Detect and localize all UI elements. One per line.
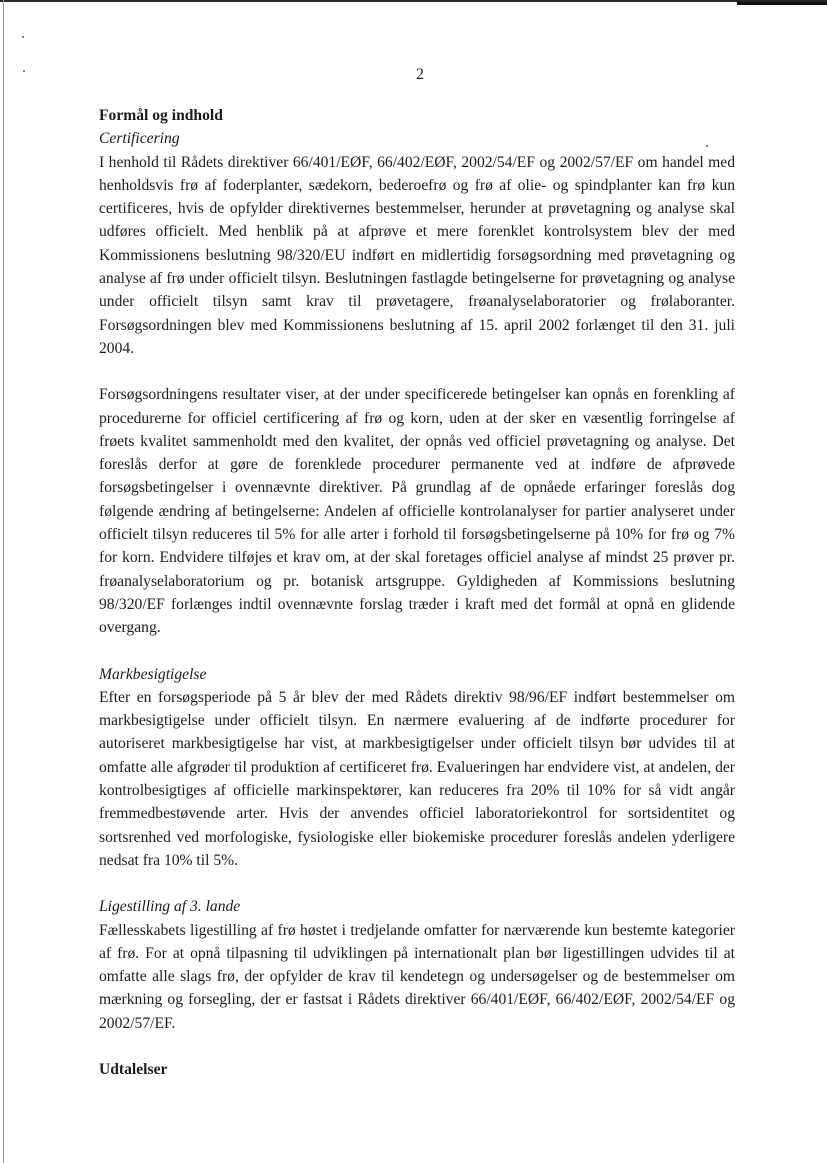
subsection-title-ligestilling: Ligestilling af 3. lande: [99, 898, 241, 916]
closing-heading: Udtalelser: [99, 1060, 168, 1078]
scan-edge-top: [0, 0, 827, 2]
subsection-title-certificering: Certificering: [99, 130, 180, 148]
document-body: [99, 104, 735, 1081]
scan-edge-corner: [737, 2, 827, 5]
paragraph: Efter en forsøgsperiode på 5 år blev der med Rådets direktiv 98/96/EF indført bestemmelser om markbesigtigelse under officielt tilsyn. En nærmere evaluering af de indførte procedurer for autoriseret markbesigtigelse har vist, at markbesigtigelser under officielt tilsyn bør udvides til at omfatte alle afgrøder til produktion af certificeret frø. Evalueringen har endvidere vist, at andelen, der kontrolbesigtiges af officielle markinspektører, kan reduceres fra 20% til 10% for så vidt angår fremmedbestøvende arter. Hvis der anvendes officiel laboratoriekontrol for sortsidentitet og sortsrenhed ved morfologiske, fysiologiske eller biokemiske procedurer foreslås andelen yderligere nedsat fra 10% til 5%.: [99, 688, 735, 869]
subsection-title-markbesigtigelse: Markbesigtigelse: [99, 665, 207, 683]
scan-speck: [22, 36, 24, 38]
paragraph: Forsøgsordningens resultater viser, at der under specificerede betingelser kan opnås en forenkling af procedurerne for officiel certificering af frø og korn, uden at der sker en væsentlig forringelse af frøets kvalitet sammenholdt med den kvalitet, der opnås ved officiel prøvetagning og analyse. Det foreslås derfor at gøre de forenklede procedurer permanente ved at indføre de afprøvede forsøgsbetingelser i ovennævnte direktiver. På grundlag af de opnåede erfaringer foreslås dog følgende ændring af betingelserne: Andelen af officielle kontrolanalyser for partier analyseret under officielt tilsyn reduceres til 5% for alle arter i forhold til forsøgsbetingelserne på 10% for frø og 7% for korn. Endvidere tilføjes et krav om, at der skal foretages officiel analyse af mindst 25 prøver pr. frøanalyselaboratorium og pr. botanisk artsgruppe. Gyldigheden af Kommissions beslutning 98/320/EF forlænges indtil ovennævnte forslag træder i kraft med det formål at opnå en glidende overgang.: [99, 386, 735, 637]
scan-edge-left: [3, 0, 4, 1163]
paragraph: I henhold til Rådets direktiver 66/401/EØF, 66/402/EØF, 2002/54/EF og 2002/57/EF om handel med henholdsvis frø af foderplanter, sædekorn, bederoefrø og frø af olie- og spindplanter kan frø kun certificeres, hvis de opfylder direktivernes bestemmelser, herunder at prøvetagning og analyse skal udføres officielt. Med henblik på at afprøve et mere forenklet kontrolsystem blev der med Kommissionens beslutning 98/320/EU indført en midlertidig forsøgsordning med prøvetagning og analyse af frø under officielt tilsyn. Beslutningen fastlagde betingelserne for prøvetagning og analyse under officielt tilsyn samt krav til prøvetagere, frøanalyselaboratorier og frølaboranter. Forsøgsordningen blev med Kommissionens beslutning af 15. april 2002 forlænget til den 31. juli 2004.: [99, 153, 735, 357]
section-heading: Formål og indhold: [99, 107, 223, 124]
paragraph: Fællesskabets ligestilling af frø høstet i tredjelande omfatter for nærværende kun bestemte kategorier af frø. For at opnå tilpasning til udviklingen på internationalt plan bør ligestillingen udvides til at omfatte alle slags frø, der opfylder de krav til kendetegn og undersøgelser og de bestemmelser om mærkning og forsegling, der er fastsat i Rådets direktiver 66/401/EØF, 66/402/EØF, 2002/54/EF og 2002/57/EF.: [99, 921, 735, 1032]
page-number: 2: [416, 66, 424, 83]
